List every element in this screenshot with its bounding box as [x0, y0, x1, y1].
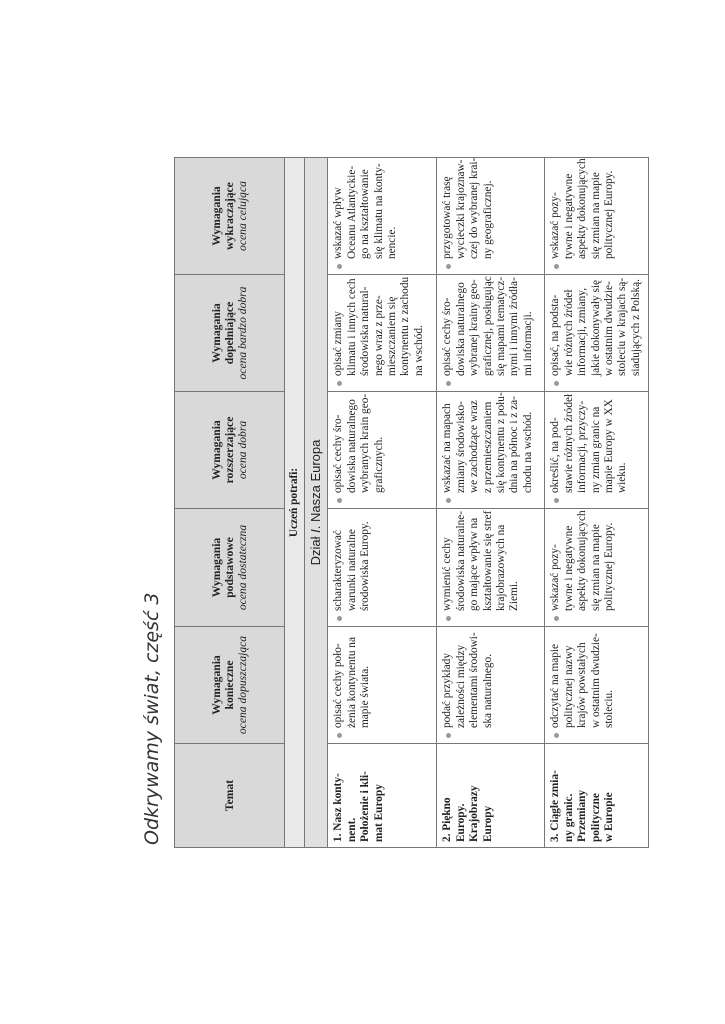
requirement-line: elementami środowi- — [468, 632, 481, 728]
requirement-line: we zachodzące wraz — [468, 400, 481, 493]
requirement-line: środowiska Europy. — [359, 521, 372, 611]
requirement-bullet — [332, 276, 426, 386]
requirement-line: dowiska naturalnego — [345, 399, 358, 493]
requirement-line: ska naturalnego. — [481, 653, 494, 728]
topic-line: mat Europy — [372, 784, 385, 842]
bullet-dot-icon — [554, 498, 559, 503]
requirement-line: się mapami tematycz- — [495, 276, 508, 376]
requirement-cell — [328, 627, 437, 744]
student-can-band — [285, 158, 305, 848]
column-header-grade: ocena dopuszczająca — [236, 635, 250, 735]
requirement-line: aspekty dokonujących — [576, 158, 589, 259]
bullet-dot-icon — [337, 498, 342, 503]
requirement-line: się kontynentu z połu- — [495, 392, 508, 493]
column-header-line: rozszerzające — [222, 416, 236, 484]
column-header-line: Wymagania — [209, 655, 223, 715]
requirement-line: określić, na pod- — [549, 417, 562, 493]
column-header — [175, 627, 285, 744]
requirement-cell — [437, 275, 545, 392]
requirement-line: Ziemi. — [508, 581, 521, 611]
requirement-bullet — [332, 632, 372, 738]
requirement-line: wskazać wpływ — [332, 187, 345, 259]
requirement-cell — [545, 158, 649, 275]
topic-line: Europy. — [454, 803, 467, 842]
requirement-line: nencie. — [386, 226, 399, 259]
topic-cell — [437, 744, 545, 848]
column-header — [175, 509, 285, 627]
requirement-line: wskazać na mapach — [441, 403, 454, 493]
requirement-bullet — [549, 632, 616, 738]
column-header-grade: ocena dobra — [236, 420, 250, 480]
column-header-grade: ocena celująca — [236, 181, 250, 251]
requirement-line: graficznych. — [372, 436, 385, 493]
requirement-cell — [437, 627, 545, 744]
column-header-grade: ocena dostateczna — [236, 524, 250, 611]
requirement-line: przygotować trasę — [441, 176, 454, 259]
requirement-line: środowiska naturalne- — [454, 510, 467, 611]
column-header — [175, 392, 285, 509]
requirement-line: wskazać pozy- — [549, 192, 562, 259]
requirement-line: wybranych krain geo- — [359, 393, 372, 493]
requirement-line: wskazać pozy- — [549, 544, 562, 611]
requirement-bullet — [441, 392, 535, 503]
requirement-line: tywne i negatywne — [562, 173, 575, 259]
requirement-line: nego wraz z prze- — [372, 295, 385, 376]
table-header-row — [175, 158, 285, 848]
column-header-grade: ocena bardzo dobra — [236, 286, 250, 380]
column-header-line: podstawowe — [222, 537, 236, 598]
bullet-dot-icon — [337, 733, 342, 738]
requirement-line: zmiany środowisko- — [454, 401, 467, 493]
requirement-cell — [437, 158, 545, 275]
bullet-dot-icon — [554, 733, 559, 738]
topic-line: Przemiany — [576, 789, 589, 842]
requirement-line: się zmian na mapie — [589, 172, 602, 259]
topic-line: ny granic. — [562, 793, 575, 842]
column-header-line: Wymagania — [209, 420, 223, 480]
requirement-line: informacji, zmiany, — [576, 287, 589, 376]
bullet-dot-icon — [446, 498, 451, 503]
column-header-line: Wymagania — [209, 537, 223, 598]
section-roman: I — [308, 529, 324, 533]
column-header — [175, 158, 285, 275]
column-header-line: konieczne — [222, 660, 236, 710]
requirement-cell — [328, 509, 437, 627]
bullet-dot-icon — [446, 733, 451, 738]
requirement-line: stoleciu w krajach są- — [616, 277, 629, 376]
requirement-line: politycznej Europy. — [603, 522, 616, 611]
table-row — [437, 158, 545, 848]
requirement-line: warunki naturalne — [345, 529, 358, 611]
requirement-line: stoleciu. — [603, 690, 616, 728]
requirement-line: środowiska natural- — [359, 286, 372, 376]
bullet-dot-icon — [554, 381, 559, 386]
topic-cell — [328, 744, 437, 848]
bullet-dot-icon — [446, 381, 451, 386]
requirement-line: ny geograficznej. — [481, 180, 494, 259]
requirement-line: politycznej nazwy — [562, 645, 575, 728]
band-label: Uczeń potrafi: — [285, 158, 305, 848]
topic-line: 2. Piękno — [441, 797, 454, 842]
requirement-bullet — [441, 632, 495, 738]
requirement-line: nymi i innymi źródła- — [508, 277, 521, 376]
requirement-line: krajobrazowych na — [495, 524, 508, 611]
requirement-bullet — [549, 158, 616, 269]
requirement-line: graficznej, posługując — [481, 276, 494, 376]
requirement-line: mapie Europy w XX — [603, 399, 616, 493]
requirement-line: opisać cechy poło- — [332, 643, 345, 728]
column-header-line: Wymagania — [209, 303, 223, 363]
requirement-line: wieku. — [616, 462, 629, 493]
running-header: Odkrywamy świat, część 3 — [141, 592, 163, 845]
requirement-line: go na kształtowanie — [359, 169, 372, 259]
topic-line: Europy — [481, 805, 494, 842]
requirement-line: się klimatu na konty- — [372, 163, 385, 259]
requirement-line: dowiska naturalnego — [454, 282, 467, 376]
requirement-cell — [328, 392, 437, 509]
table-row — [545, 158, 649, 848]
column-header — [175, 744, 285, 848]
column-header-line: Temat — [222, 779, 236, 812]
requirement-line: chodu na wschód. — [521, 411, 534, 493]
requirement-bullet — [332, 393, 386, 503]
requirement-line: wie różnych źródeł — [562, 289, 575, 376]
column-header — [175, 275, 285, 392]
column-header-line: wykraczające — [222, 182, 236, 250]
requirement-cell — [545, 509, 649, 627]
topic-cell — [545, 744, 649, 848]
requirement-line: czej do wybranej krai- — [468, 157, 481, 259]
requirement-line: krajów powstałych — [576, 642, 589, 728]
requirement-line: opisać cechy śro- — [332, 414, 345, 493]
requirement-line: opisać cechy śro- — [441, 297, 454, 376]
requirement-line: zależności między — [454, 644, 467, 728]
requirement-line: mapie świata. — [359, 665, 372, 728]
requirement-line: mi informacji. — [521, 311, 534, 376]
requirement-line: żenia kontynentu na — [345, 637, 358, 728]
requirement-bullet — [332, 163, 399, 269]
topic-line: 3. Ciągle zmia- — [549, 770, 562, 842]
requirement-line: na wschód. — [412, 325, 425, 376]
requirement-line: odczytać na mapie — [549, 643, 562, 728]
requirement-cell — [545, 275, 649, 392]
requirement-line: wycieczki krajoznaw- — [454, 159, 467, 259]
requirement-bullet — [549, 510, 616, 621]
bullet-dot-icon — [554, 264, 559, 269]
requirement-line: kontynentu z zachodu — [399, 276, 412, 376]
requirement-line: kształtowanie się stref — [481, 510, 494, 611]
requirement-line: jakie dokonywały się — [589, 279, 602, 376]
bullet-dot-icon — [337, 381, 342, 386]
requirement-line: informacji, przyczy- — [576, 400, 589, 493]
requirements-table-page — [174, 157, 642, 848]
requirement-bullet — [441, 510, 521, 621]
requirement-line: ny zmian granic na — [589, 406, 602, 493]
requirement-line: siadujących z Polską. — [629, 279, 642, 376]
requirement-bullet — [441, 276, 535, 386]
bullet-dot-icon — [446, 264, 451, 269]
requirement-line: w ostatnim dwudzie- — [589, 633, 602, 728]
requirements-table — [174, 157, 649, 848]
topic-line: Położenie i kli- — [359, 771, 372, 842]
requirement-line: się zmian na mapie — [589, 524, 602, 611]
requirement-line: scharakteryzować — [332, 530, 345, 611]
requirement-line: z przemieszczaniem — [481, 401, 494, 493]
requirement-line: go mające wpływ na — [468, 517, 481, 611]
bullet-dot-icon — [337, 616, 342, 621]
requirement-line: w ostatnim dwudzie- — [603, 281, 616, 376]
requirement-bullet — [332, 514, 372, 621]
requirement-cell — [328, 158, 437, 275]
requirement-bullet — [549, 393, 629, 503]
column-header-line: Wymagania — [209, 186, 223, 246]
bullet-dot-icon — [554, 616, 559, 621]
requirement-cell — [437, 509, 545, 627]
section-heading-row — [305, 158, 328, 848]
requirement-line: politycznej Europy. — [603, 170, 616, 259]
requirement-line: Oceanu Atlantyckie- — [345, 165, 358, 259]
requirement-line: aspekty dokonujących — [576, 510, 589, 611]
requirement-line: wybranej krainy geo- — [468, 279, 481, 376]
section-suffix: . Nasza Europa — [308, 439, 324, 530]
requirement-line: opisać zmiany — [332, 311, 345, 376]
requirement-line: wymienić cechy — [441, 537, 454, 611]
requirement-cell — [545, 392, 649, 509]
topic-line: nent. — [345, 817, 358, 842]
requirement-line: stawie różnych źródeł — [562, 393, 575, 493]
topic-line: w Europie — [603, 792, 616, 842]
requirement-bullet — [441, 157, 495, 269]
requirement-line: dnia na północ i z za- — [508, 396, 521, 493]
requirement-cell — [328, 275, 437, 392]
bullet-dot-icon — [337, 264, 342, 269]
requirement-line: klimatu i innych cech — [345, 278, 358, 376]
bullet-dot-icon — [446, 616, 451, 621]
section-heading — [305, 158, 328, 848]
requirement-cell — [545, 627, 649, 744]
requirement-line: tywne i negatywne — [562, 525, 575, 611]
requirement-line: podać przykłady — [441, 653, 454, 728]
topic-line: Krajobrazy — [468, 785, 481, 842]
requirement-line: mieszczaniem się — [386, 296, 399, 376]
column-header-line: dopełniające — [222, 301, 236, 365]
topic-line: polityczne — [589, 793, 602, 842]
requirement-line: opisać, na podsta- — [549, 294, 562, 376]
table-row — [328, 158, 437, 848]
requirement-cell — [437, 392, 545, 509]
topic-line: 1. Nasz konty- — [332, 773, 345, 842]
requirement-bullet — [549, 277, 643, 386]
section-prefix: Dział — [308, 532, 324, 566]
